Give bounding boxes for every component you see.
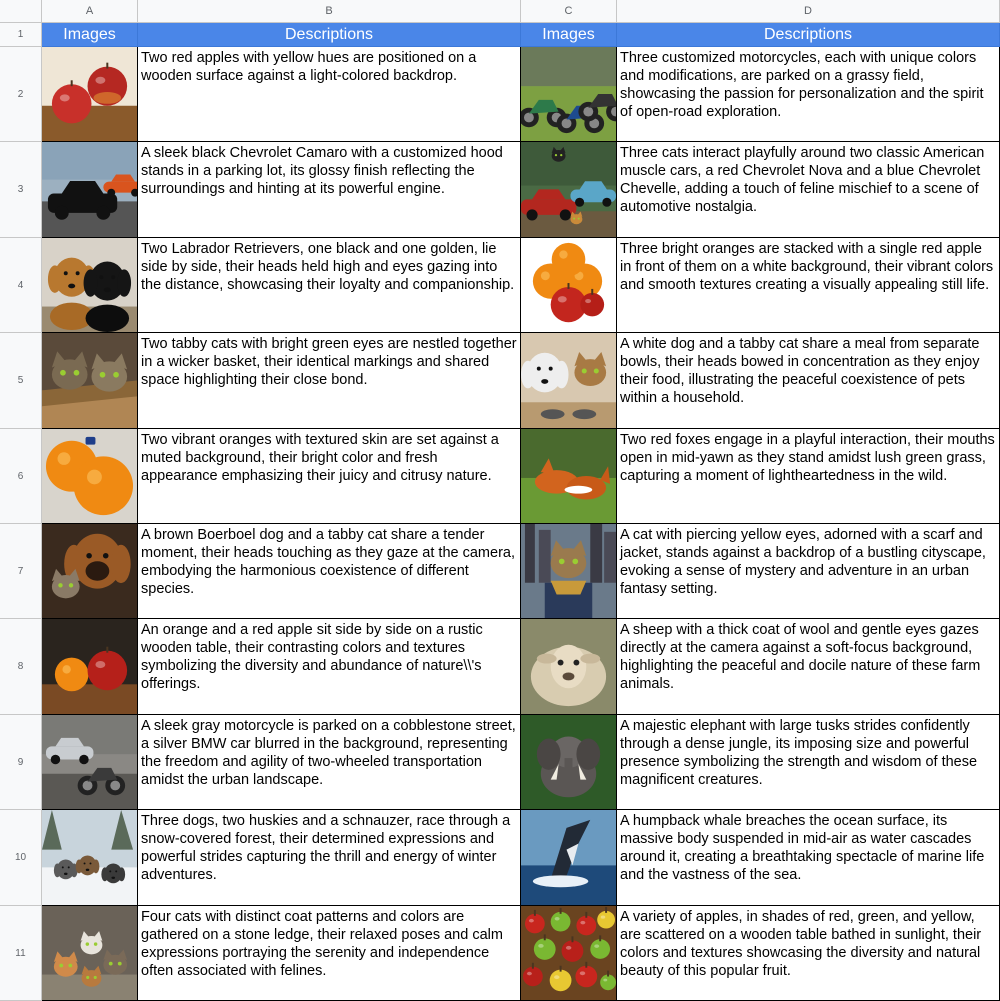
black-camaro-image [42,142,138,238]
description-cell-d5[interactable]: A white dog and a tabby cat share a meal from separate bowls, their heads bowed in concentration as they enjoy their food, illustrating the peaceful coexistence of pets within a household. [617,333,1000,429]
description-cell-d7[interactable]: A cat with piercing yellow eyes, adorned with a scarf and jacket, stands against a backdrop of a bustling cityscape, evoking a sense of mystery and adventure in an urban fantasy setting. [617,524,1000,619]
variety-apples-image [521,906,617,1001]
column-header-d[interactable]: D [617,0,1000,23]
row-header-1[interactable]: 1 [0,23,42,47]
description-cell-b3[interactable]: A sleek black Chevrolet Camaro with a customized hood stands in a parking lot, its glossy finish reflecting the surroundings and hinting at its powerful engine. [138,142,521,238]
column-header-b[interactable]: B [138,0,521,23]
three-dogs-snow-image [42,810,138,906]
cats-muscle-cars-image [521,142,617,238]
description-cell-b2[interactable]: Two red apples with yellow hues are positioned on a wooden surface against a light-colored backdrop. [138,47,521,142]
four-cats-ledge-image [42,906,138,1001]
description-cell-d10[interactable]: A humpback whale breaches the ocean surface, its massive body suspended in mid-air as water cascades around it, creating a breathtaking spectacle of marine life and the vastness of the sea. [617,810,1000,906]
table-header-c: Images [521,23,617,47]
select-all-corner[interactable] [0,0,42,23]
three-motorcycles-image [521,47,617,142]
description-cell-d8[interactable]: A sheep with a thick coat of wool and gentle eyes gazes directly at the camera against a soft-focus background, highlighting the peaceful and docile nature of these farm animals. [617,619,1000,715]
row-header-8[interactable]: 8 [0,619,42,715]
cat-scarf-city-image [521,524,617,619]
description-cell-d3[interactable]: Three cats interact playfully around two classic American muscle cars, a red Chevrolet Nova and a blue Chevrolet Chevelle, adding a touch of feline mischief to a scene of automotive nostalgia. [617,142,1000,238]
tabby-cats-basket-image [42,333,138,429]
row-header-4[interactable]: 4 [0,238,42,333]
row-header-3[interactable]: 3 [0,142,42,238]
table-header-a: Images [42,23,138,47]
elephant-jungle-image [521,715,617,810]
column-header-a[interactable]: A [42,0,138,23]
description-cell-b6[interactable]: Two vibrant oranges with textured skin are set against a muted background, their bright color and fresh appearance emphasizing their juicy and citrusy nature. [138,429,521,524]
row-header-5[interactable]: 5 [0,333,42,429]
sheep-image [521,619,617,715]
description-cell-d9[interactable]: A majestic elephant with large tusks strides confidently through a dense jungle, its imposing size and powerful presence symbolizing the strength and wisdom of these magnificent creatures. [617,715,1000,810]
oranges-apple-image [521,238,617,333]
row-header-7[interactable]: 7 [0,524,42,619]
red-foxes-image [521,429,617,524]
description-cell-b11[interactable]: Four cats with distinct coat patterns and colors are gathered on a stone ledge, their relaxed poses and calm expressions portraying the serenity and independence often associated with felines. [138,906,521,1001]
row-header-10[interactable]: 10 [0,810,42,906]
description-cell-b8[interactable]: An orange and a red apple sit side by side on a rustic wooden table, their contrasting colors and textures symbolizing the diversity and abundance of nature\\'s offerings. [138,619,521,715]
table-header-d: Descriptions [617,23,1000,47]
boerboel-cat-image [42,524,138,619]
description-cell-b9[interactable]: A sleek gray motorcycle is parked on a cobblestone street, a silver BMW car blurred in the background, representing the freedom and agility of two-wheeled transportation amidst the urban landscape. [138,715,521,810]
description-cell-d2[interactable]: Three customized motorcycles, each with unique colors and modifications, are parked on a grassy field, showcasing the passion for personalization and the spirit of open-road exploration. [617,47,1000,142]
description-cell-b5[interactable]: Two tabby cats with bright green eyes are nestled together in a wicker basket, their identical markings and shared space highlighting their close bond. [138,333,521,429]
two-red-apples-image [42,47,138,142]
description-cell-b4[interactable]: Two Labrador Retrievers, one black and one golden, lie side by side, their heads held high and eyes gazing into the distance, showcasing their loyalty and companionship. [138,238,521,333]
table-header-b: Descriptions [138,23,521,47]
dog-cat-meal-image [521,333,617,429]
description-cell-b7[interactable]: A brown Boerboel dog and a tabby cat share a tender moment, their heads touching as they gaze at the camera, embodying the harmonious coexistence of different species. [138,524,521,619]
gray-motorcycle-image [42,715,138,810]
row-header-6[interactable]: 6 [0,429,42,524]
orange-apple-table-image [42,619,138,715]
description-cell-d11[interactable]: A variety of apples, in shades of red, green, and yellow, are scattered on a wooden table bathed in sunlight, their colors and textures showcasing the diversity and natural beauty of this popular fruit. [617,906,1000,1001]
row-header-2[interactable]: 2 [0,47,42,142]
description-cell-b10[interactable]: Three dogs, two huskies and a schnauzer, race through a snow-covered forest, their determined expressions and powerful strides capturing the thrill and energy of winter adventures. [138,810,521,906]
column-header-c[interactable]: C [521,0,617,23]
two-labradors-image [42,238,138,333]
description-cell-d6[interactable]: Two red foxes engage in a playful interaction, their mouths open in mid-yawn as they stand amidst lush green grass, capturing a moment of lightheartedness in the wild. [617,429,1000,524]
description-cell-d4[interactable]: Three bright oranges are stacked with a single red apple in front of them on a white background, their vibrant colors and smooth textures creating a visually appealing still life. [617,238,1000,333]
row-header-11[interactable]: 11 [0,906,42,1001]
humpback-whale-image [521,810,617,906]
row-header-9[interactable]: 9 [0,715,42,810]
two-oranges-image [42,429,138,524]
